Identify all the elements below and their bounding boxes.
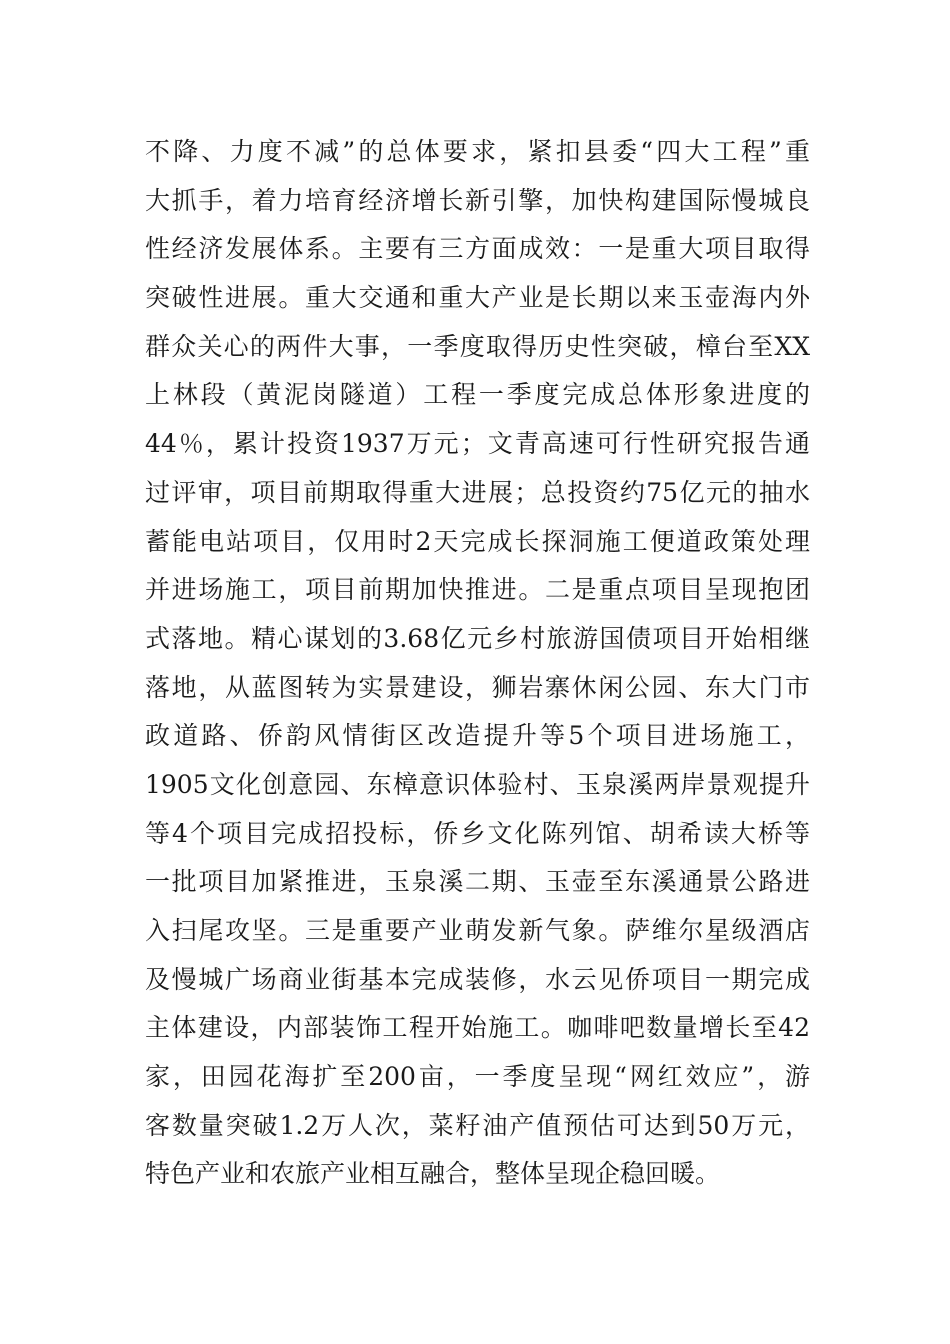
- paragraph-line: 式落地。精心谋划的3.68亿元乡村旅游国债项目开始相继: [145, 623, 810, 653]
- paragraph-line: 1905文化创意园、东樟意识体验村、玉泉溪两岸景观提升: [145, 769, 810, 799]
- paragraph-line: 群众关心的两件大事，一季度取得历史性突破，樟台至XX: [145, 331, 810, 361]
- paragraph-line: 落地，从蓝图转为实景建设，狮岩寨休闲公园、东大门市: [145, 672, 810, 702]
- paragraph-line: 性经济发展体系。主要有三方面成效：一是重大项目取得: [145, 234, 810, 264]
- paragraph-line: 不降、力度不减”的总体要求，紧扣县委“四大工程”重: [145, 137, 810, 166]
- paragraph-line: 政道路、侨韵风情街区改造提升等5个项目进场施工，: [145, 721, 810, 751]
- paragraph-line: 特色产业和农旅产业相互融合，整体呈现企稳回暖。: [145, 1159, 721, 1189]
- paragraph-line: 一批项目加紧推进，玉泉溪二期、玉壶至东溪通景公路进: [145, 867, 810, 897]
- paragraph-line: 大抓手，着力培育经济增长新引擎，加快构建国际慢城良: [145, 185, 810, 215]
- paragraph-line: 入扫尾攻坚。三是重要产业萌发新气象。萨维尔星级酒店: [145, 916, 810, 945]
- paragraph-line: 突破性进展。重大交通和重大产业是长期以来玉壶海内外: [145, 283, 810, 313]
- paragraph-line: 并进场施工，项目前期加快推进。二是重点项目呈现抱团: [145, 575, 810, 605]
- paragraph-line: 主体建设，内部装饰工程开始施工。咖啡吧数量增长至42: [145, 1013, 810, 1043]
- paragraph-line: 过评审，项目前期取得重大进展；总投资约75亿元的抽水: [145, 477, 810, 507]
- paragraph-line: 客数量突破1.2万人次，菜籽油产值预估可达到50万元，: [145, 1110, 810, 1140]
- paragraph-line: 蓄能电站项目，仅用时2天完成长探洞施工便道政策处理: [145, 526, 810, 556]
- paragraph-line: 等4个项目完成招投标，侨乡文化陈列馆、胡希读大桥等: [145, 818, 810, 848]
- paragraph-line: 上林段（黄泥岗隧道）工程一季度完成总体形象进度的: [145, 380, 810, 410]
- paragraph-line: 及慢城广场商业街基本完成装修，水云见侨项目一期完成: [145, 964, 810, 994]
- paragraph-line: 44％，累计投资1937万元；文青高速可行性研究报告通: [145, 429, 810, 459]
- paragraph-line: 家，田园花海扩至200亩，一季度呈现“网红效应”，游: [145, 1062, 810, 1092]
- paragraph: [145, 128, 810, 1199]
